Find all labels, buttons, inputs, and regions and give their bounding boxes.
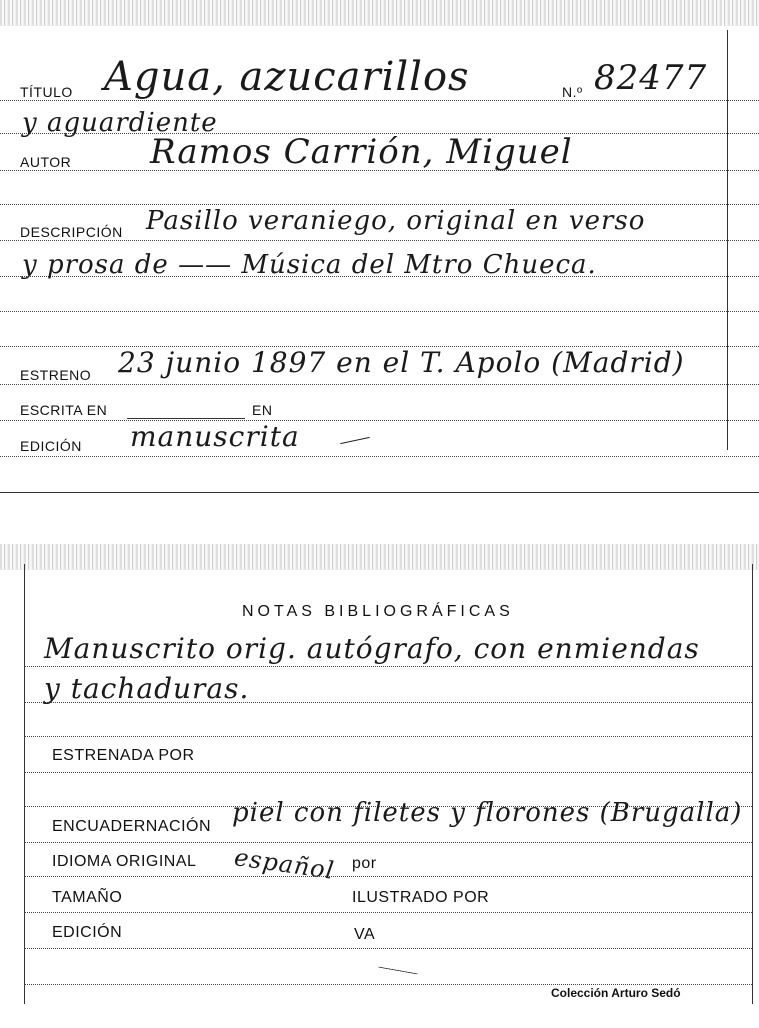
rule-line xyxy=(0,240,759,241)
card-bottom-edge xyxy=(0,492,759,493)
rule-line xyxy=(24,842,752,843)
autor-label: AUTOR xyxy=(20,154,72,170)
descripcion-line-1: Pasillo veraniego, original en verso xyxy=(146,206,646,236)
ilustrado-por-label: ILUSTRADO POR xyxy=(352,889,490,906)
pen-stroke xyxy=(340,437,370,444)
rule-line xyxy=(0,456,759,457)
torn-edge xyxy=(0,544,759,570)
descripcion-line-2: y prosa de —— Música del Mtro Chueca. xyxy=(22,250,597,280)
rule-line xyxy=(24,876,752,877)
notes-line-2: y tachaduras. xyxy=(44,672,250,705)
encuadernacion-label: ENCUADERNACIÓN xyxy=(52,818,212,835)
edicion-label: EDICIÓN xyxy=(52,924,123,941)
va-label: VA xyxy=(354,926,376,943)
estreno-value: 23 junio 1897 en el T. Apolo (Madrid) xyxy=(118,346,685,379)
notas-heading: NOTAS BIBLIOGRÁFICAS xyxy=(242,603,514,620)
card-right-edge xyxy=(752,564,753,1004)
en-label: EN xyxy=(252,402,273,418)
edicion-value: manuscrita xyxy=(130,420,300,453)
rule-line xyxy=(0,204,759,205)
rule-line xyxy=(0,311,759,312)
rule-line xyxy=(24,912,752,913)
escrita-en-line xyxy=(127,418,245,419)
edicion-label: EDICIÓN xyxy=(20,438,82,454)
estrenada-por-label: ESTRENADA POR xyxy=(52,747,195,764)
numero-value: 82477 xyxy=(594,58,708,98)
rule-line xyxy=(24,948,752,949)
tamano-label: TAMAÑO xyxy=(52,889,123,906)
rule-line xyxy=(24,772,752,773)
torn-edge xyxy=(0,0,759,26)
rule-line xyxy=(24,984,752,985)
rule-line xyxy=(0,384,759,385)
rule-line xyxy=(24,666,752,667)
catalog-card-bottom xyxy=(0,540,759,1028)
card-left-edge xyxy=(24,564,25,1004)
notes-line-1: Manuscrito orig. autógrafo, con enmiendas xyxy=(44,632,700,665)
descripcion-label: DESCRIPCIÓN xyxy=(20,224,123,240)
estreno-label: ESTRENO xyxy=(20,367,92,383)
titulo-continuation: y aguardiente xyxy=(22,108,218,138)
pen-stroke xyxy=(378,967,418,975)
rule-line xyxy=(0,420,759,421)
rule-line xyxy=(24,736,752,737)
idioma-original-label: IDIOMA ORIGINAL xyxy=(52,853,197,870)
titulo-label: TÍTULO xyxy=(20,84,73,100)
catalog-card-top xyxy=(0,0,759,495)
idioma-value: español xyxy=(232,843,337,885)
titulo-value: Agua, azucarillos xyxy=(104,54,470,100)
collection-footer: Colección Arturo Sedó xyxy=(551,986,681,1000)
rule-line xyxy=(0,100,759,101)
encuadernacion-value: piel con filetes y florones (Brugalla) xyxy=(232,798,743,828)
autor-value: Ramos Carrión, Miguel xyxy=(150,132,573,172)
escrita-en-label: ESCRITA EN xyxy=(20,402,108,418)
por-label: por xyxy=(352,855,377,872)
numero-label: N.º xyxy=(562,84,583,100)
